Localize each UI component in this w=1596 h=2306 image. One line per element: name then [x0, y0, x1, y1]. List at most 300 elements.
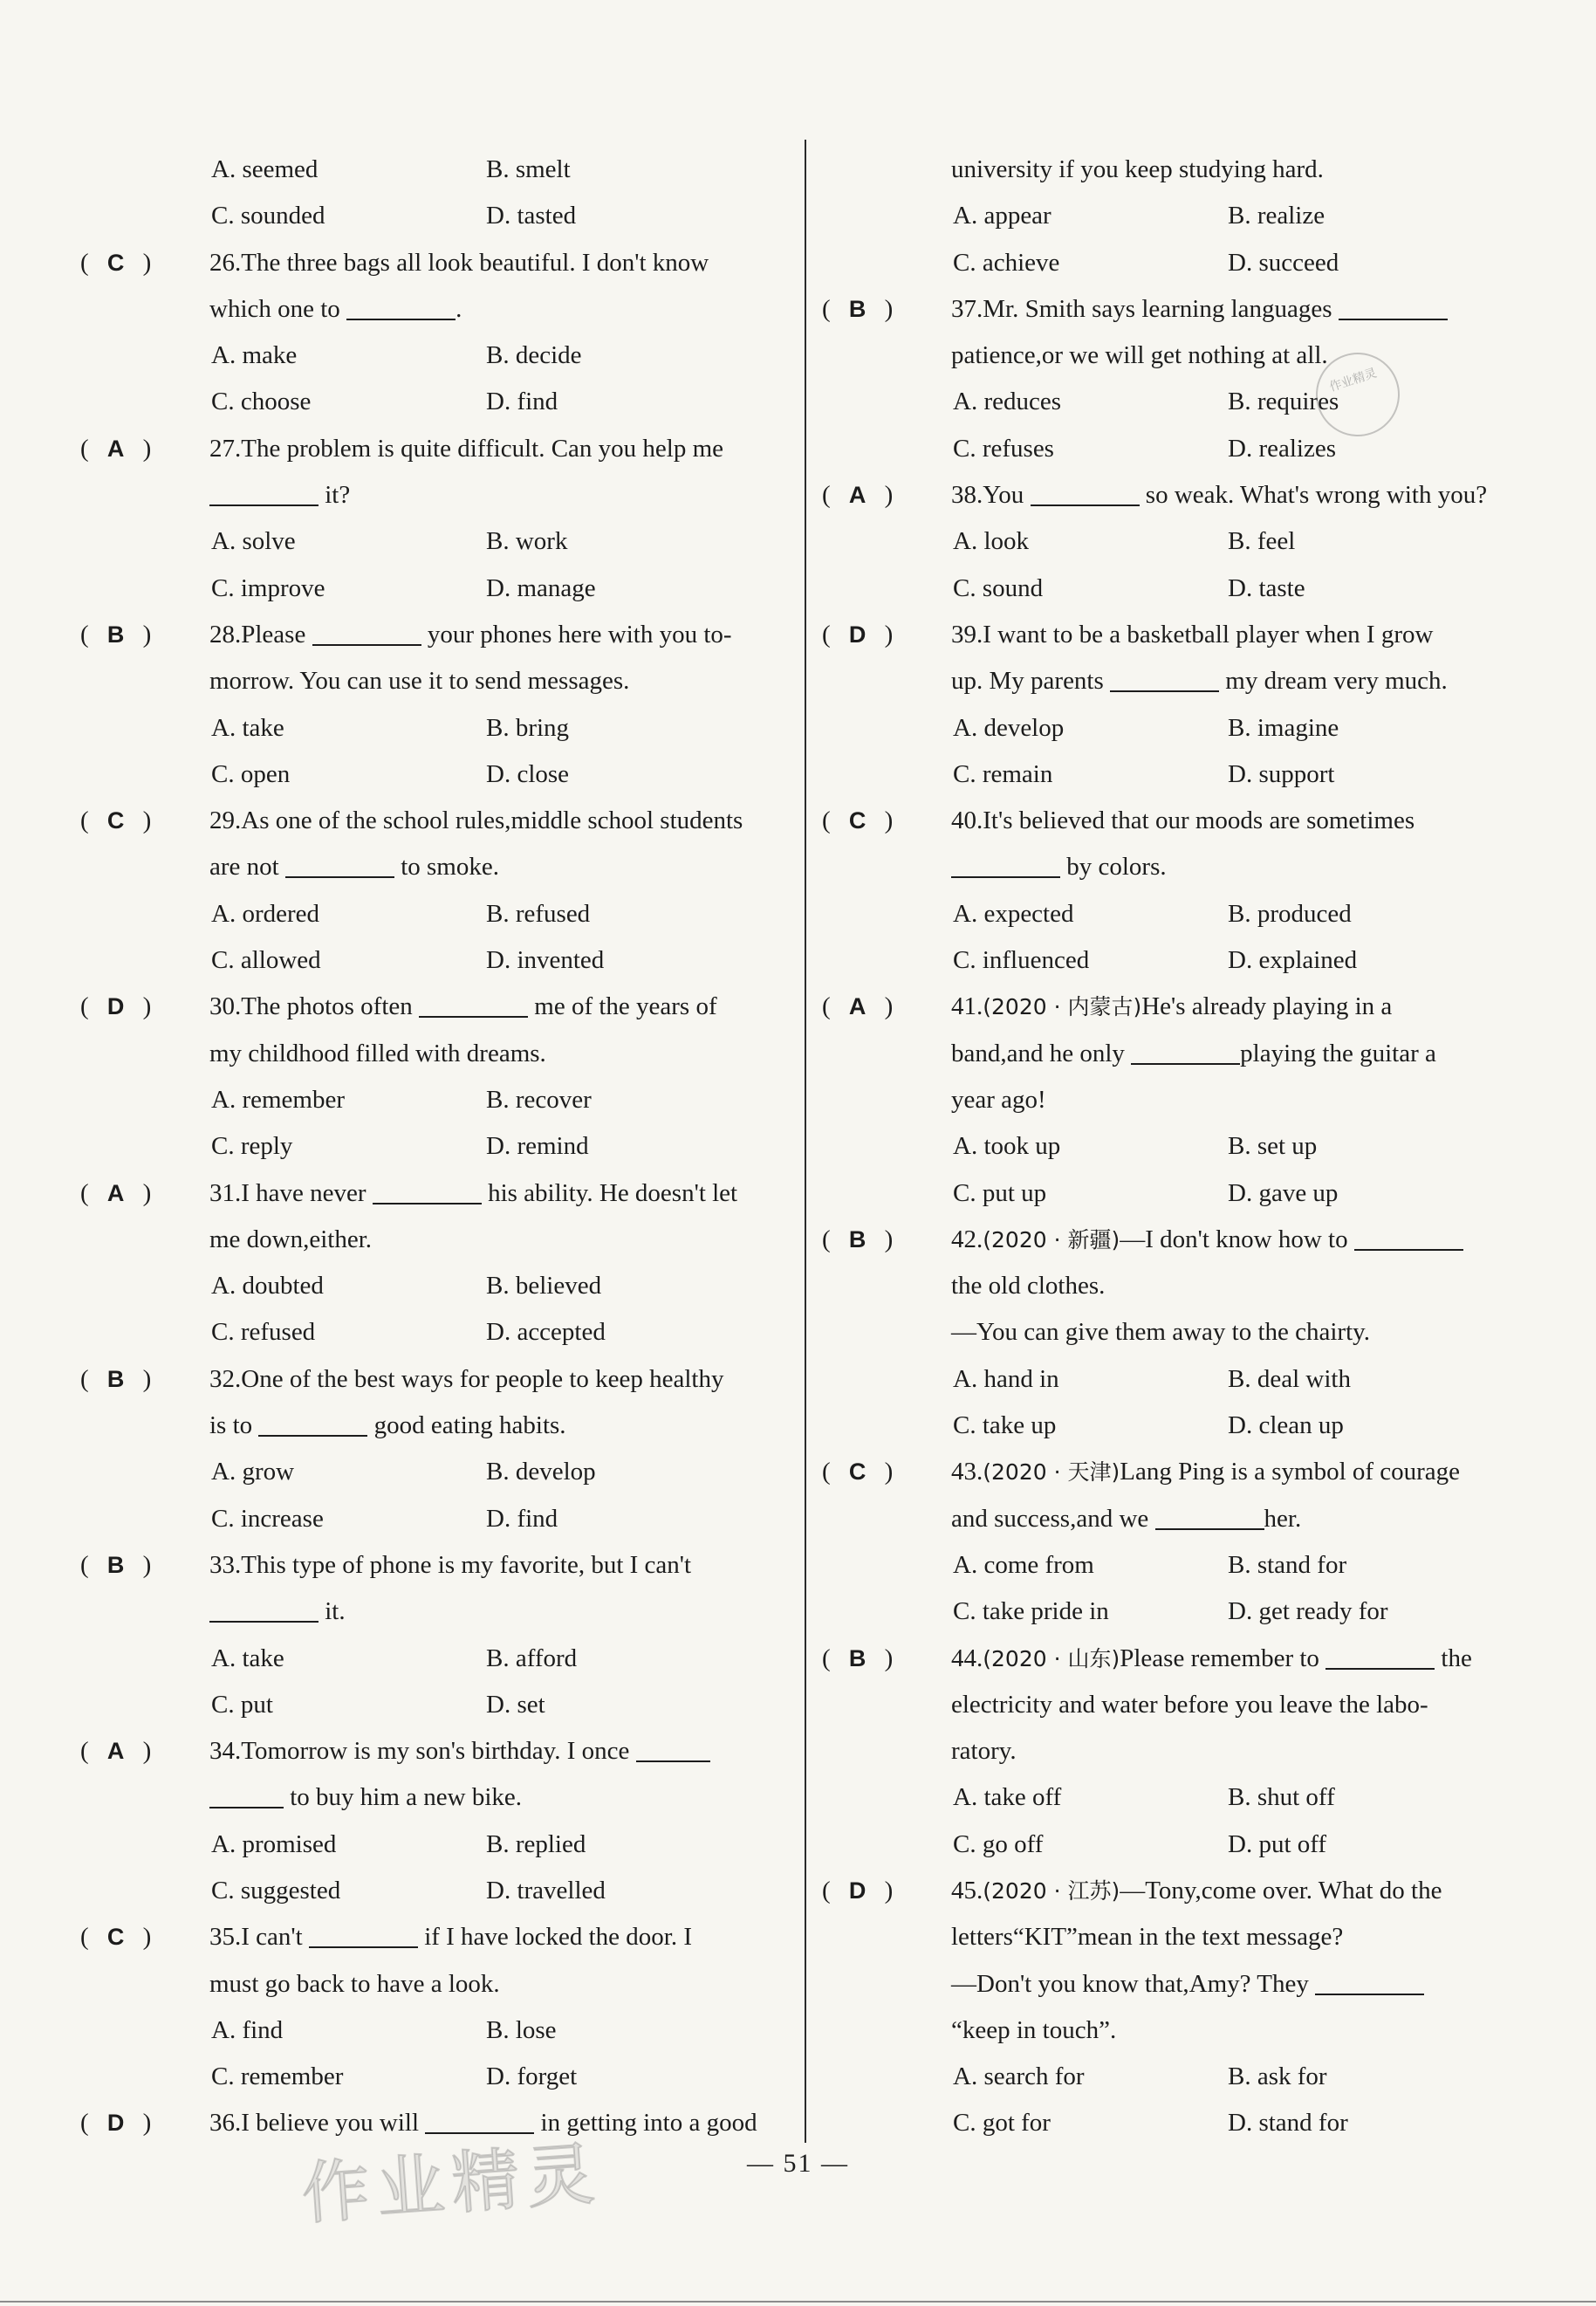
option-item: C. improve — [211, 573, 325, 602]
question-continuation — [73, 1031, 798, 1077]
option-item: B. develop — [486, 1458, 596, 1486]
options-row — [815, 1170, 1539, 1217]
option-item: D. forget — [486, 2062, 578, 2091]
question-text: —Tony,come over. What do the — [1120, 1876, 1442, 1905]
question-text: to smoke. — [394, 853, 499, 882]
options-row — [73, 1449, 798, 1495]
question-text: playing the guitar a — [1240, 1039, 1436, 1067]
question-number: 38. — [951, 481, 983, 510]
option-item: D. set — [486, 1690, 545, 1719]
question-text: her. — [1264, 1504, 1302, 1533]
question-text: it? — [319, 481, 351, 510]
question-line — [815, 472, 1539, 518]
option-item: B. believed — [486, 1272, 602, 1301]
question-text: my dream very much. — [1219, 667, 1448, 696]
options-row — [815, 1123, 1539, 1170]
open-paren: ( — [822, 1644, 831, 1672]
question-text: letters“KIT”mean in the text message? — [951, 1923, 1344, 1952]
option-item: D. succeed — [1228, 248, 1339, 277]
answer-blank — [1315, 1967, 1424, 1995]
option-item: C. influenced — [953, 946, 1090, 975]
close-paren: ) — [884, 1225, 894, 1253]
answer-parentheses — [80, 612, 209, 658]
close-paren: ) — [884, 620, 894, 649]
option-item: C. achieve — [953, 248, 1060, 277]
question-number: 33. — [209, 1550, 242, 1579]
answer-parentheses — [822, 1868, 951, 1914]
option-item: D. clean up — [1228, 1411, 1344, 1440]
question-continuation — [815, 1728, 1539, 1774]
option-item: B. realize — [1228, 202, 1325, 230]
answer-letter: A — [106, 1179, 125, 1206]
open-paren: ( — [822, 1225, 831, 1253]
option-item: B. work — [486, 527, 568, 556]
answer-blank — [209, 1595, 319, 1623]
open-paren: ( — [822, 806, 831, 835]
question-text: The three bags all look beautiful. I don't know — [241, 248, 709, 277]
options-row — [815, 2054, 1539, 2100]
answer-letter: B — [106, 1365, 125, 1392]
option-item: B. imagine — [1228, 713, 1339, 742]
answer-letter: B — [848, 1644, 866, 1671]
option-item: C. suggested — [211, 1876, 341, 1905]
answer-parentheses — [822, 798, 951, 844]
option-item: A. take — [211, 1644, 284, 1672]
question-continuation — [815, 1031, 1539, 1077]
question-line — [73, 798, 798, 844]
question-number: 42. — [951, 1225, 983, 1253]
option-item: B. produced — [1228, 899, 1352, 928]
question-text: morrow. You can use it to send messages. — [209, 667, 630, 696]
options-row — [73, 379, 798, 425]
answer-blank — [1325, 1642, 1435, 1670]
open-paren: ( — [822, 620, 831, 649]
close-paren: ) — [884, 1876, 894, 1905]
option-item: C. take pride in — [953, 1597, 1109, 1626]
open-paren: ( — [80, 1923, 89, 1952]
open-paren: ( — [822, 481, 831, 510]
option-item: A. develop — [953, 713, 1065, 742]
options-row — [815, 891, 1539, 937]
question-text: if I have locked the door. I — [417, 1923, 692, 1952]
answer-blank — [346, 292, 456, 320]
options-row — [815, 1774, 1539, 1821]
options-row — [815, 2100, 1539, 2146]
open-paren: ( — [822, 992, 831, 1021]
open-paren: ( — [80, 248, 89, 277]
question-number: 32. — [209, 1364, 242, 1393]
question-text: the — [1435, 1644, 1472, 1672]
close-paren: ) — [142, 992, 152, 1021]
answer-letter: A — [106, 435, 125, 462]
question-text: This type of phone is my favorite, but I can't — [241, 1550, 692, 1579]
open-paren: ( — [80, 806, 89, 835]
option-item: D. close — [486, 759, 570, 788]
question-text: As one of the school rules,middle school students — [241, 806, 743, 835]
open-paren: ( — [822, 1458, 831, 1486]
option-item: A. take — [211, 713, 284, 742]
options-row — [73, 566, 798, 612]
options-row — [73, 333, 798, 379]
question-source: (2020 · 新疆) — [983, 1226, 1120, 1253]
option-item: A. reduces — [953, 388, 1062, 416]
option-item: A. take off — [953, 1783, 1062, 1812]
answer-letter: B — [106, 1551, 125, 1578]
question-continuation — [73, 658, 798, 704]
option-item: A. promised — [211, 1829, 337, 1858]
option-item: A. appear — [953, 202, 1051, 230]
answer-letter: D — [848, 621, 866, 648]
question-text: is to — [209, 1411, 259, 1440]
answer-letter: C — [106, 1924, 125, 1951]
option-item: D. support — [1228, 759, 1335, 788]
answer-letter: B — [848, 295, 866, 322]
question-text: —Don't you know that,Amy? They — [951, 1969, 1316, 1998]
options-row — [815, 752, 1539, 798]
bottom-rule — [0, 2301, 1596, 2303]
options-row — [815, 1356, 1539, 1403]
answer-parentheses — [80, 1542, 209, 1589]
question-line — [815, 798, 1539, 844]
question-line — [73, 1728, 798, 1774]
answer-parentheses — [80, 984, 209, 1030]
answer-blank — [309, 1920, 418, 1948]
question-continuation — [815, 1961, 1539, 2007]
option-item: C. go off — [953, 1829, 1044, 1858]
question-text: band,and he only — [951, 1039, 1132, 1067]
option-item: C. remember — [211, 2062, 344, 2091]
options-row — [815, 566, 1539, 612]
question-continuation — [815, 1682, 1539, 1728]
question-text: —I don't know how to — [1120, 1225, 1354, 1253]
question-line — [73, 1542, 798, 1589]
options-row — [73, 2054, 798, 2100]
question-text: your phones here with you to- — [421, 620, 732, 649]
question-text: year ago! — [951, 1085, 1046, 1114]
answer-blank — [1110, 664, 1219, 692]
open-paren: ( — [80, 1550, 89, 1579]
question-continuation — [73, 472, 798, 518]
option-item: C. remain — [953, 759, 1053, 788]
answer-blank — [636, 1734, 710, 1762]
question-text: so weak. What's wrong with you? — [1139, 481, 1488, 510]
question-line — [815, 612, 1539, 658]
option-item: B. requires — [1228, 388, 1339, 416]
question-text: which one to — [209, 294, 347, 323]
question-source: (2020 · 山东) — [983, 1645, 1120, 1671]
option-item: C. sounded — [211, 202, 325, 230]
answer-parentheses — [80, 2100, 209, 2146]
question-number: 30. — [209, 992, 242, 1021]
options-row — [815, 937, 1539, 984]
question-text: by colors. — [1060, 853, 1167, 882]
answer-blank — [951, 850, 1060, 878]
answer-parentheses — [80, 1170, 209, 1217]
question-source: (2020 · 内蒙古) — [983, 994, 1142, 1020]
close-paren: ) — [142, 1923, 152, 1952]
answer-parentheses — [822, 612, 951, 658]
question-line — [815, 1868, 1539, 1914]
right-column — [815, 147, 1539, 2147]
question-line — [73, 240, 798, 286]
open-paren: ( — [80, 2109, 89, 2138]
answer-letter: C — [848, 1458, 866, 1486]
question-text: it. — [319, 1597, 346, 1626]
question-text: his ability. He doesn't let — [481, 1178, 738, 1207]
option-item: D. put off — [1228, 1829, 1327, 1858]
option-item: D. find — [486, 388, 558, 416]
question-number: 35. — [209, 1923, 242, 1952]
option-item: D. invented — [486, 946, 605, 975]
answer-letter: C — [106, 807, 125, 834]
question-continuation — [815, 844, 1539, 890]
option-item: C. refused — [211, 1318, 316, 1347]
question-number: 43. — [951, 1458, 983, 1486]
question-text: Please — [241, 620, 312, 649]
answer-blank — [312, 618, 421, 646]
question-text: electricity and water before you leave the labo- — [951, 1690, 1428, 1719]
close-paren: ) — [142, 1364, 152, 1393]
option-item: D. travelled — [486, 1876, 606, 1905]
options-row — [73, 147, 798, 193]
option-item: A. solve — [211, 527, 296, 556]
options-row — [73, 937, 798, 984]
option-item: A. doubted — [211, 1272, 324, 1301]
question-continuation — [815, 1263, 1539, 1309]
question-text: Tomorrow is my son's birthday. I once — [241, 1737, 636, 1766]
question-text: up. My parents — [951, 667, 1111, 696]
question-number: 28. — [209, 620, 242, 649]
open-paren: ( — [80, 1364, 89, 1393]
options-row — [815, 426, 1539, 472]
option-item: C. put — [211, 1690, 273, 1719]
close-paren: ) — [884, 992, 894, 1021]
question-line — [815, 286, 1539, 333]
page-number: — 51 — — [747, 2149, 849, 2178]
option-item: C. refuses — [953, 434, 1054, 463]
options-row — [815, 193, 1539, 239]
option-item: B. decide — [486, 341, 582, 370]
question-text: Please remember to — [1120, 1644, 1326, 1672]
close-paren: ) — [142, 1550, 152, 1579]
option-item: D. get ready for — [1228, 1597, 1388, 1626]
answer-parentheses — [822, 984, 951, 1030]
option-item: C. take up — [953, 1411, 1057, 1440]
question-number: 36. — [209, 2109, 242, 2138]
question-continuation — [815, 2007, 1539, 2054]
options-row — [73, 193, 798, 239]
options-row — [73, 1682, 798, 1728]
question-number: 31. — [209, 1178, 242, 1207]
question-number: 34. — [209, 1737, 242, 1766]
option-item: D. find — [486, 1504, 558, 1533]
column-divider — [805, 140, 806, 2143]
question-line — [815, 1217, 1539, 1263]
question-number: 26. — [209, 248, 242, 277]
question-text: and success,and we — [951, 1504, 1155, 1533]
question-continuation — [73, 1961, 798, 2007]
question-number: 27. — [209, 434, 242, 463]
option-item: B. smelt — [486, 155, 571, 183]
answer-blank — [258, 1409, 367, 1437]
answer-letter: C — [106, 249, 125, 276]
question-number: 37. — [951, 294, 983, 323]
answer-letter: D — [106, 993, 125, 1020]
question-text: my childhood filled with dreams. — [209, 1039, 546, 1067]
options-row — [73, 1123, 798, 1170]
answer-parentheses — [80, 798, 209, 844]
question-line — [73, 1170, 798, 1217]
question-line — [73, 426, 798, 472]
open-paren: ( — [822, 1876, 831, 1905]
question-continuation — [73, 1589, 798, 1635]
question-text: Lang Ping is a symbol of courage — [1120, 1458, 1461, 1486]
answer-letter: A — [106, 1738, 125, 1765]
question-text: are not — [209, 853, 285, 882]
option-item: A. expected — [953, 899, 1074, 928]
option-item: C. put up — [953, 1178, 1047, 1207]
option-item: A. come from — [953, 1550, 1094, 1579]
option-item: B. ask for — [1228, 2062, 1327, 2091]
option-item: B. lose — [486, 2015, 557, 2044]
answer-parentheses — [80, 1728, 209, 1774]
close-paren: ) — [142, 1737, 152, 1766]
question-text: patience,or we will get nothing at all. — [951, 341, 1328, 370]
question-text: to buy him a new bike. — [284, 1783, 523, 1812]
options-row — [73, 752, 798, 798]
question-number: 39. — [951, 620, 983, 649]
options-row — [73, 1822, 798, 1868]
question-text: must go back to have a look. — [209, 1969, 500, 1998]
option-item: A. find — [211, 2015, 284, 2044]
options-row — [73, 1636, 798, 1682]
question-number: 41. — [951, 992, 983, 1021]
open-paren: ( — [822, 294, 831, 323]
options-row — [73, 1868, 798, 1914]
close-paren: ) — [142, 2109, 152, 2138]
question-line — [815, 1449, 1539, 1495]
answer-letter: C — [848, 807, 866, 834]
left-column — [73, 147, 798, 2147]
option-item: B. refused — [486, 899, 591, 928]
option-item: C. sound — [953, 573, 1044, 602]
question-line — [815, 984, 1539, 1030]
answer-blank — [1354, 1223, 1463, 1251]
answer-blank — [1131, 1037, 1240, 1065]
options-row — [815, 1403, 1539, 1449]
option-item: A. hand in — [953, 1364, 1059, 1393]
close-paren: ) — [884, 1644, 894, 1672]
question-text: One of the best ways for people to keep healthy — [241, 1364, 724, 1393]
answer-blank — [209, 1781, 284, 1808]
option-item: D. gave up — [1228, 1178, 1339, 1207]
question-line — [73, 1356, 798, 1403]
options-row — [73, 1263, 798, 1309]
close-paren: ) — [142, 806, 152, 835]
option-item: A. took up — [953, 1132, 1061, 1161]
option-item: B. deal with — [1228, 1364, 1351, 1393]
option-item: B. replied — [486, 1829, 586, 1858]
close-paren: ) — [884, 294, 894, 323]
close-paren: ) — [142, 1178, 152, 1207]
open-paren: ( — [80, 992, 89, 1021]
question-text: He's already playing in a — [1141, 992, 1393, 1021]
option-item: A. search for — [953, 2062, 1085, 2091]
question-line — [815, 1636, 1539, 1682]
question-text: in getting into a good — [534, 2109, 757, 2138]
option-item: A. seemed — [211, 155, 319, 183]
options-row — [73, 2007, 798, 2054]
question-text: . — [456, 294, 462, 323]
option-item: B. feel — [1228, 527, 1296, 556]
question-text: the old clothes. — [951, 1272, 1106, 1301]
option-item: C. open — [211, 759, 291, 788]
answer-letter: D — [848, 1877, 866, 1904]
question-text: university if you keep studying hard. — [951, 155, 1324, 183]
question-text: The photos often — [241, 992, 420, 1021]
question-text: I want to be a basketball player when I grow — [983, 620, 1434, 649]
question-number: 44. — [951, 1644, 983, 1672]
answer-blank — [285, 850, 394, 878]
question-continuation — [815, 1914, 1539, 1960]
question-continuation — [73, 1217, 798, 1263]
options-row — [815, 240, 1539, 286]
answer-blank — [1031, 478, 1140, 506]
close-paren: ) — [142, 248, 152, 277]
option-item: D. remind — [486, 1132, 589, 1161]
answer-blank — [209, 478, 319, 506]
close-paren: ) — [142, 620, 152, 649]
option-item: C. allowed — [211, 946, 321, 975]
option-item: B. set up — [1228, 1132, 1318, 1161]
question-text: “keep in touch”. — [951, 2015, 1117, 2044]
watermark-stamp: 作业精灵 — [1305, 342, 1411, 448]
option-item: A. look — [953, 527, 1029, 556]
options-row — [73, 891, 798, 937]
option-item: B. recover — [486, 1085, 592, 1114]
answer-blank — [1155, 1502, 1264, 1530]
option-item: C. got for — [953, 2109, 1051, 2138]
open-paren: ( — [80, 1737, 89, 1766]
question-source: (2020 · 江苏) — [983, 1877, 1120, 1904]
answer-parentheses — [80, 426, 209, 472]
question-number: 29. — [209, 806, 242, 835]
options-row — [73, 1309, 798, 1355]
question-continuation — [73, 1774, 798, 1821]
option-item: C. increase — [211, 1504, 324, 1533]
options-row — [73, 705, 798, 752]
options-row — [815, 1589, 1539, 1635]
answer-blank — [373, 1177, 482, 1204]
question-number: 40. — [951, 806, 983, 835]
question-text: good eating habits. — [367, 1411, 566, 1440]
question-text: me down,either. — [209, 1225, 373, 1253]
question-continuation — [73, 1403, 798, 1449]
option-item: B. afford — [486, 1644, 578, 1672]
option-item: B. bring — [486, 713, 570, 742]
option-item: B. stand for — [1228, 1550, 1347, 1579]
option-item: C. reply — [211, 1132, 293, 1161]
open-paren: ( — [80, 1178, 89, 1207]
close-paren: ) — [884, 1458, 894, 1486]
open-paren: ( — [80, 620, 89, 649]
option-item: A. ordered — [211, 899, 320, 928]
question-text: ratory. — [951, 1737, 1017, 1766]
watermark-logo: 作业精灵 — [298, 2135, 605, 2234]
option-item: D. tasted — [486, 202, 577, 230]
option-item: D. realizes — [1228, 434, 1336, 463]
question-text: The problem is quite difficult. Can you help me — [241, 434, 724, 463]
